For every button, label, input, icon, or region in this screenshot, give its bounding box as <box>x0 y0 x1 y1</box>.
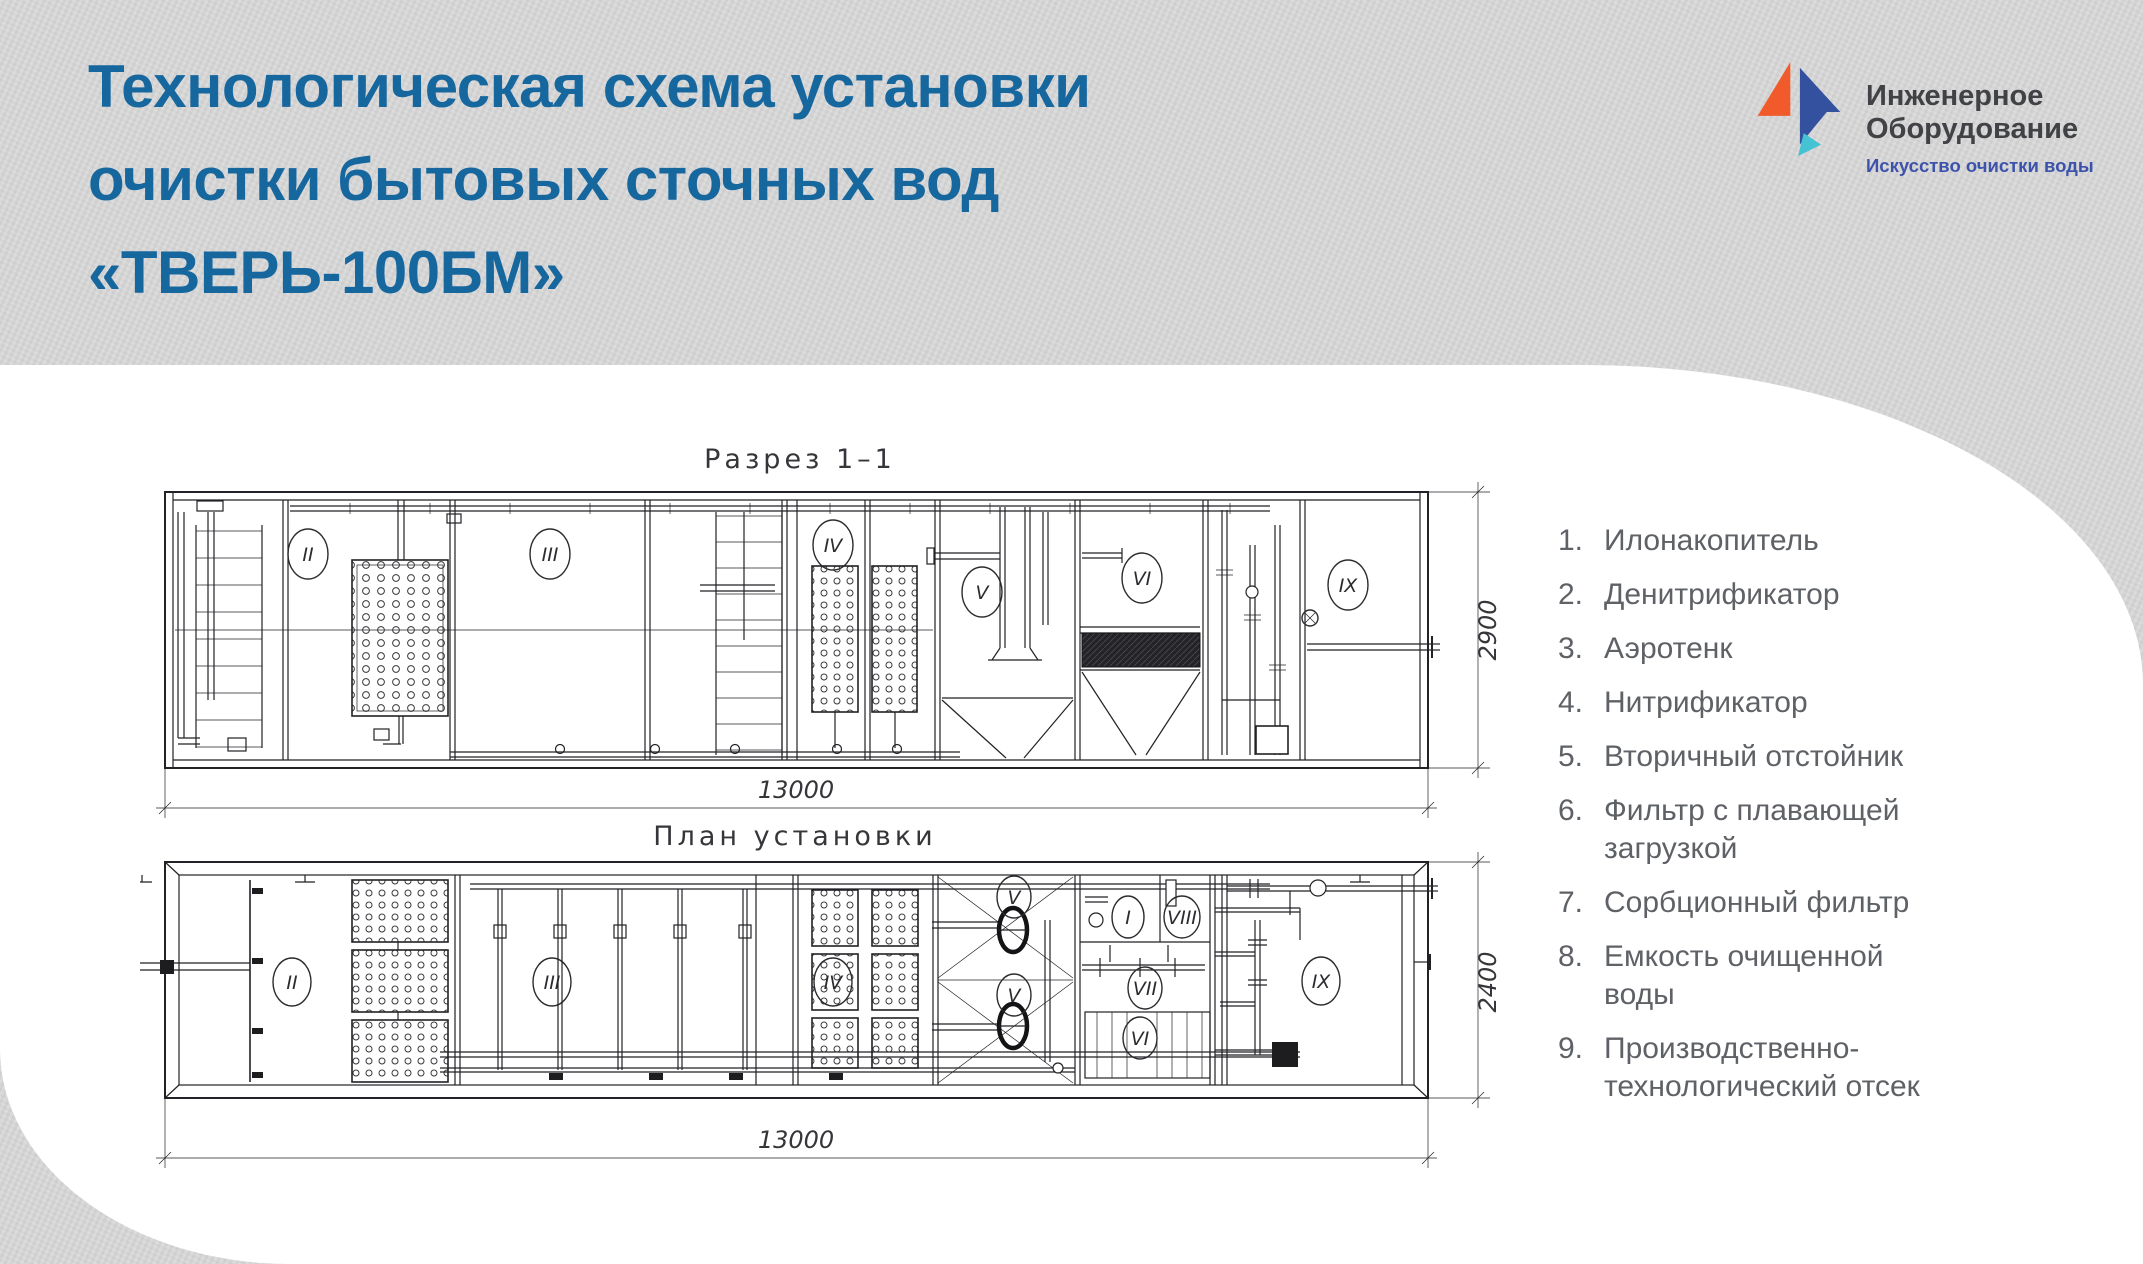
legend-item-number: 7. <box>1558 886 1584 919</box>
legend-item-label: Аэротенк <box>1604 632 1733 665</box>
section-view <box>156 444 1502 818</box>
legend-item-label: Нитрификатор <box>1604 686 1808 719</box>
plan-label-VI: VI <box>1130 1028 1150 1050</box>
plan-label-II: II <box>286 972 298 994</box>
section-label-IV: IV <box>823 535 843 557</box>
section-label-VI: VI <box>1132 568 1152 590</box>
legend-item <box>1558 738 1978 776</box>
plan-label-III: III <box>543 972 561 994</box>
legend-item-label: Илонакопитель <box>1604 524 1819 557</box>
legend-item-label: Фильтр с плавающей загрузкой <box>1604 794 1900 865</box>
legend-item-label: Сорбционный фильтр <box>1604 886 1910 919</box>
equipment-legend <box>1558 522 1978 1122</box>
legend-item <box>1558 684 1978 722</box>
legend-item-number: 9. <box>1558 1032 1584 1065</box>
section-height-dimension: 2900 <box>1474 599 1502 661</box>
plan-label-IV: IV <box>823 972 843 994</box>
plan-label-VIII: VIII <box>1167 907 1197 929</box>
plan-label-Vb: V <box>1007 985 1021 1007</box>
plan-view-title: План установки <box>653 821 937 852</box>
page-title-line3: «ТВЕРЬ-100БМ» <box>88 239 565 306</box>
legend-item <box>1558 1030 1978 1106</box>
company-logo-text <box>1866 56 2094 177</box>
legend-item-label: Денитрификатор <box>1604 578 1840 611</box>
legend-item <box>1558 576 1978 614</box>
legend-item-label: Емкость очищенной воды <box>1604 940 1884 1011</box>
section-label-II: II <box>302 544 314 566</box>
legend-item-number: 8. <box>1558 940 1584 973</box>
legend-item-number: 6. <box>1558 794 1584 827</box>
page-title-line1: Технологическая схема установки <box>88 53 1091 120</box>
legend-item <box>1558 884 1978 922</box>
plan-label-Va: V <box>1007 887 1021 909</box>
page-title <box>88 40 1091 319</box>
section-label-III: III <box>541 544 559 566</box>
company-logo <box>1750 56 2094 177</box>
company-name-line2: Оборудование <box>1866 113 2079 145</box>
section-view-title: Разрез 1–1 <box>704 444 896 475</box>
section-label-V: V <box>975 582 989 604</box>
company-name-line1: Инженерное <box>1866 80 2044 112</box>
plan-width-dimension: 13000 <box>757 1126 835 1154</box>
legend-item-number: 4. <box>1558 686 1584 719</box>
legend-item-label: Производственно-технологический отсек <box>1604 1032 1920 1103</box>
plan-view <box>140 821 1502 1168</box>
legend-item-number: 1. <box>1558 524 1584 557</box>
section-label-IX: IX <box>1338 575 1358 597</box>
legend-item-number: 3. <box>1558 632 1584 665</box>
legend-item-label: Вторичный отстойник <box>1604 740 1904 773</box>
technical-drawing <box>140 430 1510 1180</box>
plan-label-VII: VII <box>1132 978 1158 1000</box>
page-title-line2: очистки бытовых сточных вод <box>88 146 999 213</box>
logo-orange-triangle-icon <box>1758 62 1791 116</box>
section-width-dimension: 13000 <box>757 776 835 804</box>
legend-item <box>1558 630 1978 668</box>
company-logo-icon <box>1750 56 1846 168</box>
legend-item-number: 5. <box>1558 740 1584 773</box>
legend-item <box>1558 522 1978 560</box>
legend-item <box>1558 938 1978 1014</box>
plan-height-dimension: 2400 <box>1474 951 1502 1013</box>
logo-blue-arrow-icon <box>1800 68 1840 112</box>
legend-item <box>1558 792 1978 868</box>
plan-label-IX: IX <box>1311 971 1331 993</box>
legend-item-number: 2. <box>1558 578 1584 611</box>
company-tagline: Искусство очистки воды <box>1866 155 2094 176</box>
plan-label-I: I <box>1125 907 1131 929</box>
